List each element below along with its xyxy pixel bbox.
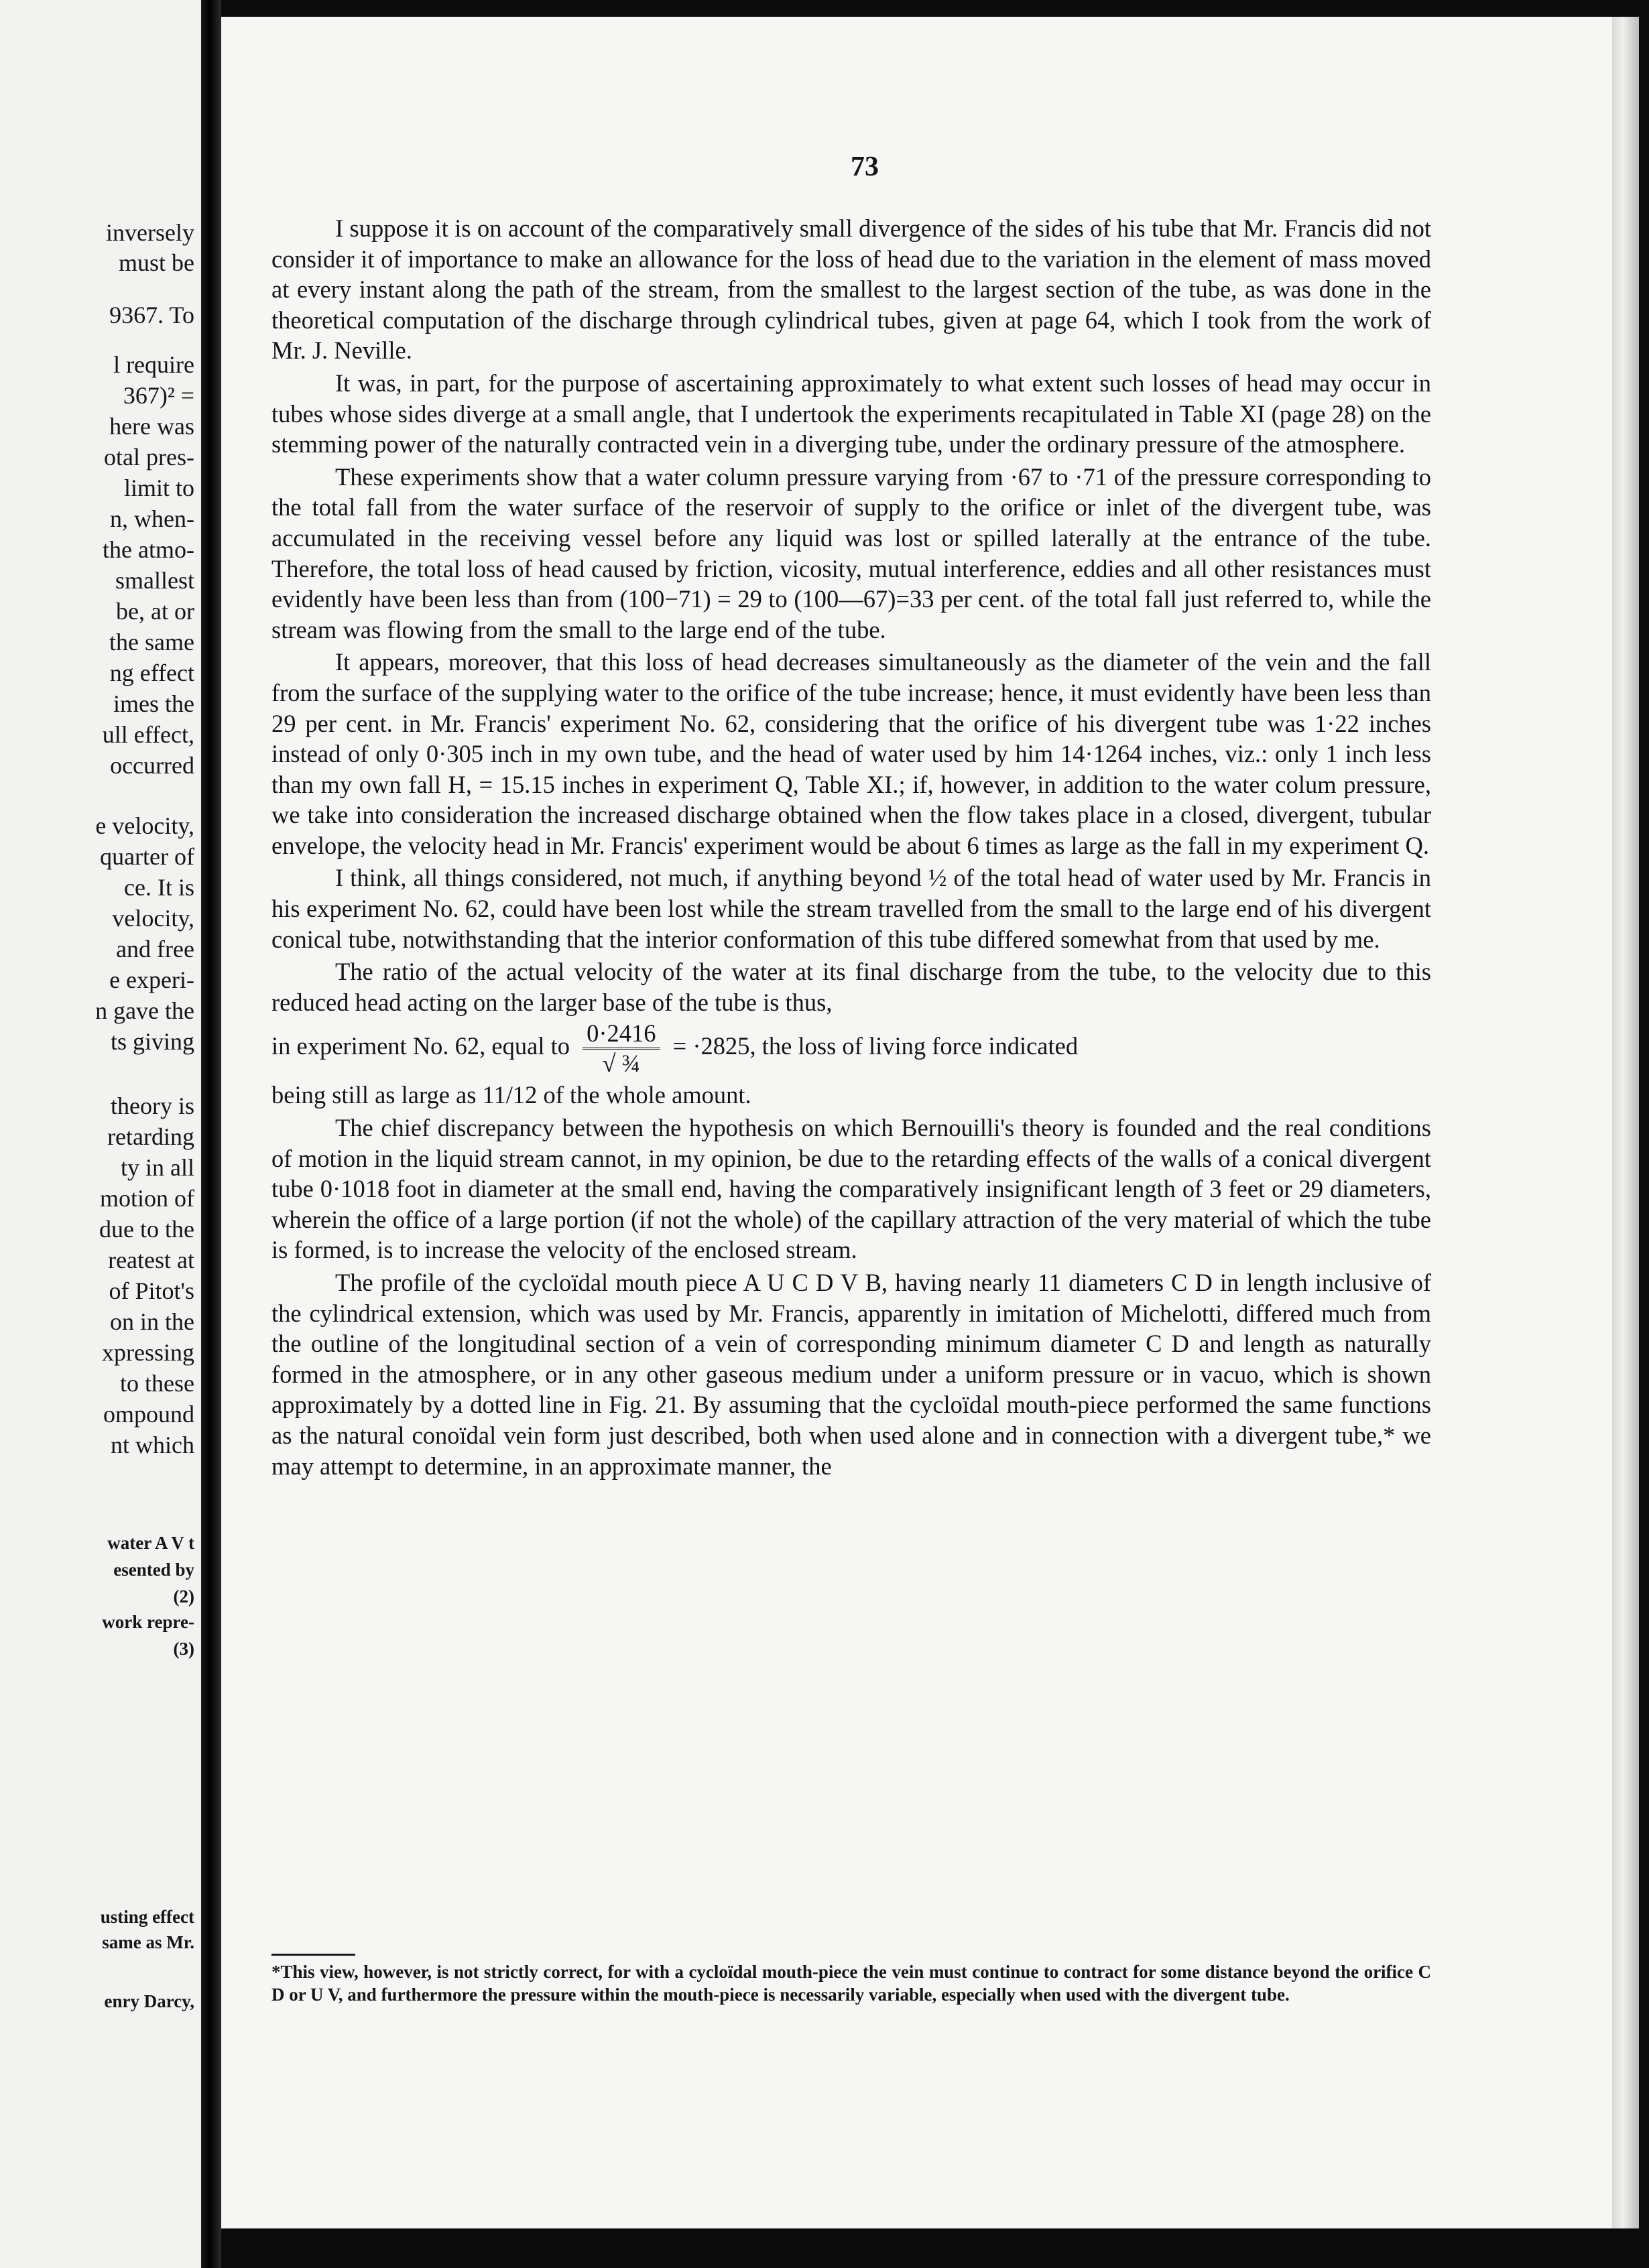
left-page-fragment: 367)² =: [123, 382, 194, 409]
paragraph: The ratio of the actual velocity of the water at its final discharge from the tube, to the velocity due to this reduced head acting on the larger base of the tube is thus,: [271, 958, 1431, 1016]
paragraph: It was, in part, for the purpose of ascertaining approximately to what extent such losses of head may occur in tubes whose sides diverge at a small angle, that I undertook the experiments recapitulated in Table XI (page 28) on the stemming power of the naturally contracted vein in a diverging tube, under the ordinary pressure of the atmosphere.: [271, 369, 1431, 458]
paragraph: I suppose it is on account of the comparatively small divergence of the sides of his tube that Mr. Francis did not consider it of importance to make an allowance for the loss of head due to the variation in the element of mass moved at every instant along the path of the stream, from the smallest to the largest section of the tube, as was done in the theoretical computation of the discharge through cylindrical tubes, given at page 64, which I took from the work of Mr. J. Neville.: [271, 214, 1431, 365]
footnote: *This view, however, is not strictly correct, for with a cycloïdal mouth-piece the vein must continue to contract for some distance beyond the orifice C D or U V, and furthermore the pressure within the mouth-piece is necessarily variable, especially when used with the divergent tube.: [271, 1962, 1431, 2005]
left-page-fragment: of Pitot's: [109, 1277, 194, 1304]
left-page-fragment: 9367. To: [109, 302, 194, 328]
paragraph: These experiments show that a water column pressure varying from ·67 to ·71 of the pressure corresponding to the total fall from the water surface of the reservoir of supply to the orifice or inlet of the divergent tube, was accumulated in the receiving vessel before any liquid was lost or spilled laterally at the entrance of the tube. Therefore, the total loss of head caused by friction, vicosity, mutual interference, eddies and all other resistances must evidently have been less than from (100−71) = 29 to (100—67)=33 per cent. of the total fall just referred to, while the stream was flowing from the small to the large end of the tube.: [271, 462, 1431, 643]
book-gutter: [201, 0, 221, 2268]
main-text: [271, 213, 1431, 1483]
paragraph: The chief discrepancy between the hypothesis on which Bernouilli's theory is founded and the real conditions of motion in the liquid stream cannot, in my opinion, be due to the retarding effects of the walls of a conical divergent tube 0·1018 foot in diameter at the small end, having the comparatively insignificant length of 3 feet or 29 diameters, wherein the office of a large portion (if not the whole) of the capillary attraction of the very material of which the tube is formed, is to increase the velocity of the enclosed stream.: [271, 1113, 1431, 1264]
formula-result: = ·2825, the loss of living force indicated: [672, 1032, 1079, 1060]
left-page-fragment: the atmo-: [103, 536, 194, 563]
left-page-fragment: e velocity,: [95, 812, 194, 839]
left-page-fragment: enry Darcy,: [104, 1991, 194, 2011]
left-page-fragment: ts giving: [110, 1028, 194, 1055]
left-page-fragment: xpressing: [102, 1339, 194, 1366]
left-page-fragment: retarding: [107, 1123, 194, 1150]
left-page-fragment: (2): [173, 1586, 194, 1606]
left-page-fragment: nt which: [111, 1432, 194, 1458]
left-page-fragment: and free: [116, 936, 194, 962]
left-page: [0, 0, 201, 2268]
formula-line: [271, 1019, 1431, 1078]
left-page-fragment: be, at or: [116, 598, 194, 625]
formula-numerator: 0·2416: [583, 1019, 660, 1050]
left-page-fragment: limit to: [123, 475, 194, 501]
left-page-fragment: motion of: [100, 1185, 194, 1212]
formula-tail: being still as large as 11/12 of the whole amount.: [271, 1081, 751, 1109]
left-page-fragment: otal pres-: [104, 444, 194, 470]
page-number: 73: [851, 151, 879, 182]
left-page-fragment: occurred: [110, 752, 194, 779]
paragraph: The profile of the cycloïdal mouth piece A U C D V B, having nearly 11 diameters C D in length inclusive of the cylindrical extension, which was used by Mr. Francis, apparently in imitation of Michelotti, differed much from the outline of the longitudinal section of a vein of corresponding minimum diameter C D and length as naturally formed in the atmosphere, or in any other gaseous medium under a uniform pressure or in vacuo, which is shown approximately by a dotted line in Fig. 21. By assuming that the cycloïdal mouth-piece performed the same functions as the natural conoïdal vein form just described, both when used alone and in connection with a divergent tube,* we may attempt to determine, in an approximate manner, the: [271, 1268, 1431, 1480]
left-page-fragment: n gave the: [95, 997, 194, 1024]
paragraph: It appears, moreover, that this loss of head decreases simultaneously as the diameter of the vein and the fall from the surface of the supplying water to the orifice of the tube increase; hence, it must evidently have been less than 29 per cent. in Mr. Francis' experiment No. 62, considering that the orifice of his divergent tube was 1·22 inches instead of only 0·305 inch in my own tube, and the head of water used by him 14·1264 inches, viz.: only 1 inch less than my own fall H, = 15.15 inches in experiment Q, Table XI.; if, however, in addition to the water colum pressure, we take into consideration the increased discharge obtained when the flow takes place in a closed, divergent, tubular envelope, the velocity head in Mr. Francis' experiment would be about 6 times as large as the fall in my experiment Q.: [271, 648, 1431, 859]
left-page-fragment: reatest at: [108, 1247, 194, 1273]
left-page-fragment: smallest: [115, 567, 194, 594]
left-page-fragment: here was: [109, 413, 194, 440]
left-page-fragment: the same: [109, 629, 194, 655]
left-page-fragment: work repre-: [102, 1612, 194, 1632]
left-page-fragment: quarter of: [100, 843, 194, 870]
left-page-fragment: e experi-: [109, 966, 194, 993]
left-page-fragment: (3): [173, 1639, 194, 1659]
left-page-fragment: on in the: [110, 1308, 194, 1335]
left-page-fragment: inversely: [106, 219, 194, 246]
left-page-fragment: n, when-: [110, 505, 194, 532]
left-page-fragment: ty in all: [121, 1154, 194, 1181]
left-page-fragment: to these: [120, 1370, 194, 1397]
paragraph: I think, all things considered, not much, if anything beyond ½ of the total head of water used by Mr. Francis in his experiment No. 62, could have been lost while the stream travelled from the small to the large end of his divergent conical tube, notwithstanding that the interior conformation of this tube differed somewhat from that used by me.: [271, 864, 1431, 953]
left-page-fragment: ompound: [103, 1401, 194, 1428]
left-page-fragment: water A V t: [107, 1533, 194, 1553]
left-page-fragment: due to the: [99, 1216, 194, 1243]
footnote-rule: [271, 1954, 355, 1956]
left-page-fragment: theory is: [111, 1092, 194, 1119]
formula-denominator: √ ¾: [602, 1050, 641, 1078]
left-page-fragment: ull effect,: [102, 721, 194, 748]
left-page-fragment: l require: [113, 351, 194, 378]
page-edge: [1612, 17, 1639, 2228]
left-page-fragment: same as Mr.: [102, 1932, 194, 1952]
left-page-fragment: velocity,: [112, 905, 194, 932]
left-page-fragment: esented by: [113, 1560, 194, 1580]
left-page-fragment: ng effect: [109, 659, 194, 686]
left-page-fragment: ce. It is: [124, 874, 194, 901]
left-page-fragment: imes the: [113, 690, 194, 717]
formula-fraction: [583, 1019, 660, 1078]
left-page-fragment: usting effect: [100, 1907, 194, 1927]
formula-lead: in experiment No. 62, equal to: [271, 1032, 570, 1060]
left-page-fragment: must be: [119, 249, 194, 276]
